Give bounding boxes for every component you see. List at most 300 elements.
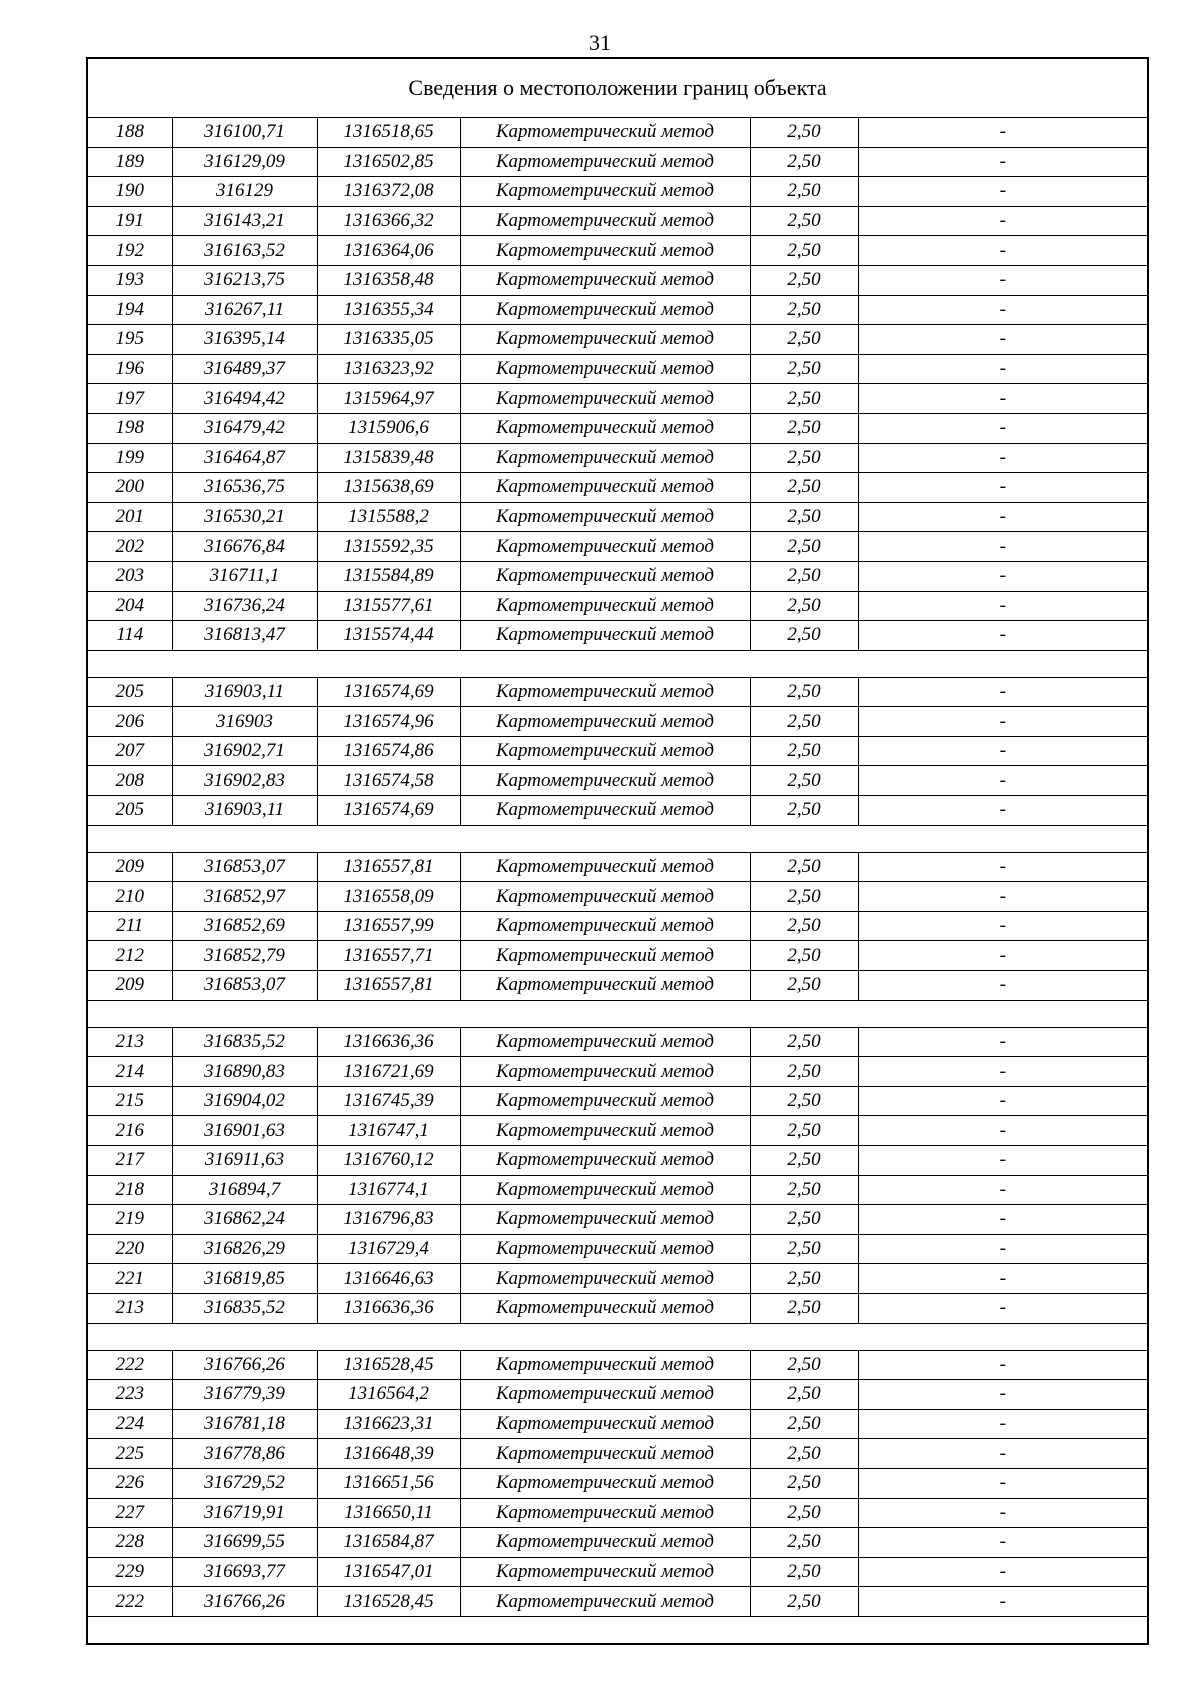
description-cell: - bbox=[858, 265, 1148, 295]
description-cell: - bbox=[858, 1205, 1148, 1235]
x-coordinate-cell: 316163,52 bbox=[172, 236, 317, 266]
table-row bbox=[87, 1146, 1148, 1176]
table-row bbox=[87, 852, 1148, 882]
method-cell: Картометрический метод bbox=[460, 1528, 750, 1558]
y-coordinate-cell: 1315577,61 bbox=[317, 591, 460, 621]
y-coordinate-cell: 1316557,81 bbox=[317, 971, 460, 1001]
x-coordinate-cell: 316911,63 bbox=[172, 1146, 317, 1176]
method-cell: Картометрический метод bbox=[460, 532, 750, 562]
description-cell: - bbox=[858, 177, 1148, 207]
accuracy-cell: 2,50 bbox=[750, 941, 858, 971]
table-row bbox=[87, 1175, 1148, 1205]
accuracy-cell: 2,50 bbox=[750, 1528, 858, 1558]
accuracy-cell: 2,50 bbox=[750, 1205, 858, 1235]
x-coordinate-cell: 316852,69 bbox=[172, 911, 317, 941]
description-cell: - bbox=[858, 736, 1148, 766]
table-row bbox=[87, 354, 1148, 384]
y-coordinate-cell: 1315964,97 bbox=[317, 384, 460, 414]
point-number-cell: 202 bbox=[87, 532, 172, 562]
x-coordinate-cell: 316902,83 bbox=[172, 766, 317, 796]
description-cell: - bbox=[858, 1439, 1148, 1469]
table-row bbox=[87, 206, 1148, 236]
table-row bbox=[87, 1409, 1148, 1439]
point-number-cell: 193 bbox=[87, 265, 172, 295]
x-coordinate-cell: 316903,11 bbox=[172, 796, 317, 826]
table-row bbox=[87, 677, 1148, 707]
method-cell: Картометрический метод bbox=[460, 206, 750, 236]
point-number-cell: 204 bbox=[87, 591, 172, 621]
table-row bbox=[87, 1498, 1148, 1528]
point-number-cell: 219 bbox=[87, 1205, 172, 1235]
x-coordinate-cell: 316852,79 bbox=[172, 941, 317, 971]
point-number-cell: 207 bbox=[87, 736, 172, 766]
caption-row bbox=[87, 58, 1148, 118]
point-number-cell: 192 bbox=[87, 236, 172, 266]
method-cell: Картометрический метод bbox=[460, 677, 750, 707]
accuracy-cell: 2,50 bbox=[750, 384, 858, 414]
x-coordinate-cell: 316489,37 bbox=[172, 354, 317, 384]
y-coordinate-cell: 1316760,12 bbox=[317, 1146, 460, 1176]
method-cell: Картометрический метод bbox=[460, 1057, 750, 1087]
table-row bbox=[87, 707, 1148, 737]
point-number-cell: 229 bbox=[87, 1557, 172, 1587]
description-cell: - bbox=[858, 677, 1148, 707]
y-coordinate-cell: 1316372,08 bbox=[317, 177, 460, 207]
accuracy-cell: 2,50 bbox=[750, 971, 858, 1001]
group-separator-cell bbox=[87, 1000, 1148, 1027]
y-coordinate-cell: 1316774,1 bbox=[317, 1175, 460, 1205]
point-number-cell: 208 bbox=[87, 766, 172, 796]
group-separator-row bbox=[87, 1323, 1148, 1350]
table-row bbox=[87, 502, 1148, 532]
y-coordinate-cell: 1316584,87 bbox=[317, 1528, 460, 1558]
method-cell: Картометрический метод bbox=[460, 736, 750, 766]
point-number-cell: 209 bbox=[87, 971, 172, 1001]
description-cell: - bbox=[858, 591, 1148, 621]
x-coordinate-cell: 316904,02 bbox=[172, 1086, 317, 1116]
point-number-cell: 227 bbox=[87, 1498, 172, 1528]
point-number-cell: 200 bbox=[87, 473, 172, 503]
point-number-cell: 222 bbox=[87, 1587, 172, 1617]
method-cell: Картометрический метод bbox=[460, 796, 750, 826]
point-number-cell: 211 bbox=[87, 911, 172, 941]
y-coordinate-cell: 1316623,31 bbox=[317, 1409, 460, 1439]
method-cell: Картометрический метод bbox=[460, 766, 750, 796]
y-coordinate-cell: 1315584,89 bbox=[317, 561, 460, 591]
y-coordinate-cell: 1316745,39 bbox=[317, 1086, 460, 1116]
description-cell: - bbox=[858, 295, 1148, 325]
point-number-cell: 221 bbox=[87, 1264, 172, 1294]
x-coordinate-cell: 316903,11 bbox=[172, 677, 317, 707]
description-cell: - bbox=[858, 911, 1148, 941]
method-cell: Картометрический метод bbox=[460, 502, 750, 532]
x-coordinate-cell: 316778,86 bbox=[172, 1439, 317, 1469]
table-row bbox=[87, 736, 1148, 766]
point-number-cell: 216 bbox=[87, 1116, 172, 1146]
point-number-cell: 197 bbox=[87, 384, 172, 414]
point-number-cell: 194 bbox=[87, 295, 172, 325]
accuracy-cell: 2,50 bbox=[750, 1086, 858, 1116]
point-number-cell: 206 bbox=[87, 707, 172, 737]
accuracy-cell: 2,50 bbox=[750, 1498, 858, 1528]
accuracy-cell: 2,50 bbox=[750, 882, 858, 912]
method-cell: Картометрический метод bbox=[460, 1116, 750, 1146]
y-coordinate-cell: 1316574,86 bbox=[317, 736, 460, 766]
description-cell: - bbox=[858, 707, 1148, 737]
description-cell: - bbox=[858, 236, 1148, 266]
description-cell: - bbox=[858, 1057, 1148, 1087]
method-cell: Картометрический метод bbox=[460, 147, 750, 177]
y-coordinate-cell: 1316646,63 bbox=[317, 1264, 460, 1294]
point-number-cell: 223 bbox=[87, 1380, 172, 1410]
method-cell: Картометрический метод bbox=[460, 1234, 750, 1264]
y-coordinate-cell: 1316574,69 bbox=[317, 796, 460, 826]
method-cell: Картометрический метод bbox=[460, 354, 750, 384]
point-number-cell: 205 bbox=[87, 796, 172, 826]
accuracy-cell: 2,50 bbox=[750, 236, 858, 266]
method-cell: Картометрический метод bbox=[460, 591, 750, 621]
table-row bbox=[87, 971, 1148, 1001]
description-cell: - bbox=[858, 621, 1148, 651]
table-row bbox=[87, 1205, 1148, 1235]
method-cell: Картометрический метод bbox=[460, 413, 750, 443]
method-cell: Картометрический метод bbox=[460, 384, 750, 414]
x-coordinate-cell: 316781,18 bbox=[172, 1409, 317, 1439]
method-cell: Картометрический метод bbox=[460, 1409, 750, 1439]
accuracy-cell: 2,50 bbox=[750, 766, 858, 796]
y-coordinate-cell: 1315574,44 bbox=[317, 621, 460, 651]
y-coordinate-cell: 1316557,99 bbox=[317, 911, 460, 941]
accuracy-cell: 2,50 bbox=[750, 1409, 858, 1439]
accuracy-cell: 2,50 bbox=[750, 911, 858, 941]
accuracy-cell: 2,50 bbox=[750, 1234, 858, 1264]
method-cell: Картометрический метод bbox=[460, 1027, 750, 1057]
accuracy-cell: 2,50 bbox=[750, 1468, 858, 1498]
description-cell: - bbox=[858, 532, 1148, 562]
point-number-cell: 114 bbox=[87, 621, 172, 651]
table-row bbox=[87, 766, 1148, 796]
x-coordinate-cell: 316835,52 bbox=[172, 1027, 317, 1057]
description-cell: - bbox=[858, 1086, 1148, 1116]
method-cell: Картометрический метод bbox=[460, 882, 750, 912]
x-coordinate-cell: 316862,24 bbox=[172, 1205, 317, 1235]
x-coordinate-cell: 316143,21 bbox=[172, 206, 317, 236]
accuracy-cell: 2,50 bbox=[750, 677, 858, 707]
group-separator-row bbox=[87, 1616, 1148, 1644]
point-number-cell: 199 bbox=[87, 443, 172, 473]
y-coordinate-cell: 1316358,48 bbox=[317, 265, 460, 295]
accuracy-cell: 2,50 bbox=[750, 413, 858, 443]
y-coordinate-cell: 1316636,36 bbox=[317, 1027, 460, 1057]
table-row bbox=[87, 941, 1148, 971]
description-cell: - bbox=[858, 1498, 1148, 1528]
y-coordinate-cell: 1316721,69 bbox=[317, 1057, 460, 1087]
method-cell: Картометрический метод bbox=[460, 1557, 750, 1587]
y-coordinate-cell: 1316528,45 bbox=[317, 1350, 460, 1380]
method-cell: Картометрический метод bbox=[460, 1146, 750, 1176]
method-cell: Картометрический метод bbox=[460, 1086, 750, 1116]
description-cell: - bbox=[858, 1528, 1148, 1558]
accuracy-cell: 2,50 bbox=[750, 1264, 858, 1294]
method-cell: Картометрический метод bbox=[460, 971, 750, 1001]
y-coordinate-cell: 1316651,56 bbox=[317, 1468, 460, 1498]
x-coordinate-cell: 316676,84 bbox=[172, 532, 317, 562]
table-row bbox=[87, 1264, 1148, 1294]
table-row bbox=[87, 1350, 1148, 1380]
table-row bbox=[87, 1587, 1148, 1617]
method-cell: Картометрический метод bbox=[460, 1205, 750, 1235]
y-coordinate-cell: 1315588,2 bbox=[317, 502, 460, 532]
method-cell: Картометрический метод bbox=[460, 1439, 750, 1469]
y-coordinate-cell: 1316518,65 bbox=[317, 118, 460, 148]
y-coordinate-cell: 1316557,81 bbox=[317, 852, 460, 882]
x-coordinate-cell: 316711,1 bbox=[172, 561, 317, 591]
group-separator-cell bbox=[87, 1616, 1148, 1644]
table-row bbox=[87, 591, 1148, 621]
method-cell: Картометрический метод bbox=[460, 265, 750, 295]
description-cell: - bbox=[858, 1293, 1148, 1323]
accuracy-cell: 2,50 bbox=[750, 796, 858, 826]
description-cell: - bbox=[858, 796, 1148, 826]
description-cell: - bbox=[858, 1234, 1148, 1264]
x-coordinate-cell: 316766,26 bbox=[172, 1587, 317, 1617]
table-row bbox=[87, 796, 1148, 826]
method-cell: Картометрический метод bbox=[460, 941, 750, 971]
x-coordinate-cell: 316813,47 bbox=[172, 621, 317, 651]
point-number-cell: 213 bbox=[87, 1293, 172, 1323]
y-coordinate-cell: 1316335,05 bbox=[317, 325, 460, 355]
x-coordinate-cell: 316530,21 bbox=[172, 502, 317, 532]
description-cell: - bbox=[858, 502, 1148, 532]
description-cell: - bbox=[858, 1557, 1148, 1587]
x-coordinate-cell: 316479,42 bbox=[172, 413, 317, 443]
method-cell: Картометрический метод bbox=[460, 1380, 750, 1410]
y-coordinate-cell: 1315638,69 bbox=[317, 473, 460, 503]
table-row bbox=[87, 1380, 1148, 1410]
accuracy-cell: 2,50 bbox=[750, 561, 858, 591]
accuracy-cell: 2,50 bbox=[750, 325, 858, 355]
y-coordinate-cell: 1316747,1 bbox=[317, 1116, 460, 1146]
point-number-cell: 203 bbox=[87, 561, 172, 591]
point-number-cell: 190 bbox=[87, 177, 172, 207]
point-number-cell: 225 bbox=[87, 1439, 172, 1469]
point-number-cell: 220 bbox=[87, 1234, 172, 1264]
table-row bbox=[87, 1528, 1148, 1558]
description-cell: - bbox=[858, 1175, 1148, 1205]
table-row bbox=[87, 177, 1148, 207]
method-cell: Картометрический метод bbox=[460, 1264, 750, 1294]
y-coordinate-cell: 1316558,09 bbox=[317, 882, 460, 912]
method-cell: Картометрический метод bbox=[460, 118, 750, 148]
accuracy-cell: 2,50 bbox=[750, 1175, 858, 1205]
accuracy-cell: 2,50 bbox=[750, 1146, 858, 1176]
description-cell: - bbox=[858, 354, 1148, 384]
y-coordinate-cell: 1316366,32 bbox=[317, 206, 460, 236]
accuracy-cell: 2,50 bbox=[750, 265, 858, 295]
x-coordinate-cell: 316853,07 bbox=[172, 971, 317, 1001]
description-cell: - bbox=[858, 1380, 1148, 1410]
table-row bbox=[87, 265, 1148, 295]
method-cell: Картометрический метод bbox=[460, 295, 750, 325]
description-cell: - bbox=[858, 1468, 1148, 1498]
accuracy-cell: 2,50 bbox=[750, 1350, 858, 1380]
description-cell: - bbox=[858, 118, 1148, 148]
table-row bbox=[87, 882, 1148, 912]
accuracy-cell: 2,50 bbox=[750, 295, 858, 325]
method-cell: Картометрический метод bbox=[460, 1293, 750, 1323]
accuracy-cell: 2,50 bbox=[750, 118, 858, 148]
x-coordinate-cell: 316464,87 bbox=[172, 443, 317, 473]
point-number-cell: 196 bbox=[87, 354, 172, 384]
table-row bbox=[87, 1293, 1148, 1323]
x-coordinate-cell: 316902,71 bbox=[172, 736, 317, 766]
x-coordinate-cell: 316779,39 bbox=[172, 1380, 317, 1410]
group-separator-row bbox=[87, 1000, 1148, 1027]
point-number-cell: 228 bbox=[87, 1528, 172, 1558]
table-row bbox=[87, 911, 1148, 941]
point-number-cell: 195 bbox=[87, 325, 172, 355]
description-cell: - bbox=[858, 852, 1148, 882]
table-row bbox=[87, 1439, 1148, 1469]
x-coordinate-cell: 316736,24 bbox=[172, 591, 317, 621]
point-number-cell: 189 bbox=[87, 147, 172, 177]
accuracy-cell: 2,50 bbox=[750, 147, 858, 177]
point-number-cell: 188 bbox=[87, 118, 172, 148]
y-coordinate-cell: 1316355,34 bbox=[317, 295, 460, 325]
x-coordinate-cell: 316395,14 bbox=[172, 325, 317, 355]
y-coordinate-cell: 1315839,48 bbox=[317, 443, 460, 473]
point-number-cell: 214 bbox=[87, 1057, 172, 1087]
accuracy-cell: 2,50 bbox=[750, 473, 858, 503]
point-number-cell: 218 bbox=[87, 1175, 172, 1205]
x-coordinate-cell: 316536,75 bbox=[172, 473, 317, 503]
y-coordinate-cell: 1316574,96 bbox=[317, 707, 460, 737]
method-cell: Картометрический метод bbox=[460, 1587, 750, 1617]
x-coordinate-cell: 316100,71 bbox=[172, 118, 317, 148]
description-cell: - bbox=[858, 325, 1148, 355]
table-row bbox=[87, 1468, 1148, 1498]
point-number-cell: 212 bbox=[87, 941, 172, 971]
method-cell: Картометрический метод bbox=[460, 1350, 750, 1380]
point-number-cell: 213 bbox=[87, 1027, 172, 1057]
accuracy-cell: 2,50 bbox=[750, 621, 858, 651]
y-coordinate-cell: 1316364,06 bbox=[317, 236, 460, 266]
description-cell: - bbox=[858, 413, 1148, 443]
group-separator-cell bbox=[87, 1323, 1148, 1350]
point-number-cell: 191 bbox=[87, 206, 172, 236]
y-coordinate-cell: 1316547,01 bbox=[317, 1557, 460, 1587]
accuracy-cell: 2,50 bbox=[750, 1293, 858, 1323]
group-separator-row bbox=[87, 650, 1148, 677]
point-number-cell: 215 bbox=[87, 1086, 172, 1116]
accuracy-cell: 2,50 bbox=[750, 206, 858, 236]
description-cell: - bbox=[858, 443, 1148, 473]
method-cell: Картометрический метод bbox=[460, 1468, 750, 1498]
description-cell: - bbox=[858, 561, 1148, 591]
x-coordinate-cell: 316901,63 bbox=[172, 1116, 317, 1146]
description-cell: - bbox=[858, 1264, 1148, 1294]
point-number-cell: 209 bbox=[87, 852, 172, 882]
accuracy-cell: 2,50 bbox=[750, 1380, 858, 1410]
method-cell: Картометрический метод bbox=[460, 473, 750, 503]
y-coordinate-cell: 1316528,45 bbox=[317, 1587, 460, 1617]
accuracy-cell: 2,50 bbox=[750, 852, 858, 882]
method-cell: Картометрический метод bbox=[460, 911, 750, 941]
accuracy-cell: 2,50 bbox=[750, 532, 858, 562]
x-coordinate-cell: 316894,7 bbox=[172, 1175, 317, 1205]
table-row bbox=[87, 295, 1148, 325]
method-cell: Картометрический метод bbox=[460, 1175, 750, 1205]
x-coordinate-cell: 316267,11 bbox=[172, 295, 317, 325]
x-coordinate-cell: 316719,91 bbox=[172, 1498, 317, 1528]
x-coordinate-cell: 316213,75 bbox=[172, 265, 317, 295]
y-coordinate-cell: 1316796,83 bbox=[317, 1205, 460, 1235]
description-cell: - bbox=[858, 882, 1148, 912]
method-cell: Картометрический метод bbox=[460, 325, 750, 355]
table-row bbox=[87, 561, 1148, 591]
method-cell: Картометрический метод bbox=[460, 707, 750, 737]
accuracy-cell: 2,50 bbox=[750, 1057, 858, 1087]
x-coordinate-cell: 316890,83 bbox=[172, 1057, 317, 1087]
description-cell: - bbox=[858, 1027, 1148, 1057]
accuracy-cell: 2,50 bbox=[750, 591, 858, 621]
table-row bbox=[87, 325, 1148, 355]
point-number-cell: 224 bbox=[87, 1409, 172, 1439]
point-number-cell: 222 bbox=[87, 1350, 172, 1380]
table-row bbox=[87, 1116, 1148, 1146]
y-coordinate-cell: 1315906,6 bbox=[317, 413, 460, 443]
table-row bbox=[87, 443, 1148, 473]
description-cell: - bbox=[858, 766, 1148, 796]
table-row bbox=[87, 118, 1148, 148]
y-coordinate-cell: 1316564,2 bbox=[317, 1380, 460, 1410]
accuracy-cell: 2,50 bbox=[750, 443, 858, 473]
x-coordinate-cell: 316835,52 bbox=[172, 1293, 317, 1323]
x-coordinate-cell: 316766,26 bbox=[172, 1350, 317, 1380]
description-cell: - bbox=[858, 1587, 1148, 1617]
description-cell: - bbox=[858, 1409, 1148, 1439]
x-coordinate-cell: 316853,07 bbox=[172, 852, 317, 882]
table-row bbox=[87, 147, 1148, 177]
table-caption: Сведения о местоположении границ объекта bbox=[87, 58, 1148, 118]
method-cell: Картометрический метод bbox=[460, 236, 750, 266]
accuracy-cell: 2,50 bbox=[750, 707, 858, 737]
table-row bbox=[87, 1027, 1148, 1057]
x-coordinate-cell: 316819,85 bbox=[172, 1264, 317, 1294]
accuracy-cell: 2,50 bbox=[750, 1027, 858, 1057]
table-row bbox=[87, 1557, 1148, 1587]
method-cell: Картометрический метод bbox=[460, 443, 750, 473]
x-coordinate-cell: 316699,55 bbox=[172, 1528, 317, 1558]
point-number-cell: 205 bbox=[87, 677, 172, 707]
x-coordinate-cell: 316129 bbox=[172, 177, 317, 207]
description-cell: - bbox=[858, 941, 1148, 971]
method-cell: Картометрический метод bbox=[460, 177, 750, 207]
accuracy-cell: 2,50 bbox=[750, 354, 858, 384]
table-row bbox=[87, 1086, 1148, 1116]
table-row bbox=[87, 1234, 1148, 1264]
x-coordinate-cell: 316494,42 bbox=[172, 384, 317, 414]
y-coordinate-cell: 1316574,58 bbox=[317, 766, 460, 796]
accuracy-cell: 2,50 bbox=[750, 736, 858, 766]
accuracy-cell: 2,50 bbox=[750, 502, 858, 532]
method-cell: Картометрический метод bbox=[460, 621, 750, 651]
y-coordinate-cell: 1316502,85 bbox=[317, 147, 460, 177]
table-row bbox=[87, 413, 1148, 443]
description-cell: - bbox=[858, 473, 1148, 503]
point-number-cell: 226 bbox=[87, 1468, 172, 1498]
y-coordinate-cell: 1316648,39 bbox=[317, 1439, 460, 1469]
